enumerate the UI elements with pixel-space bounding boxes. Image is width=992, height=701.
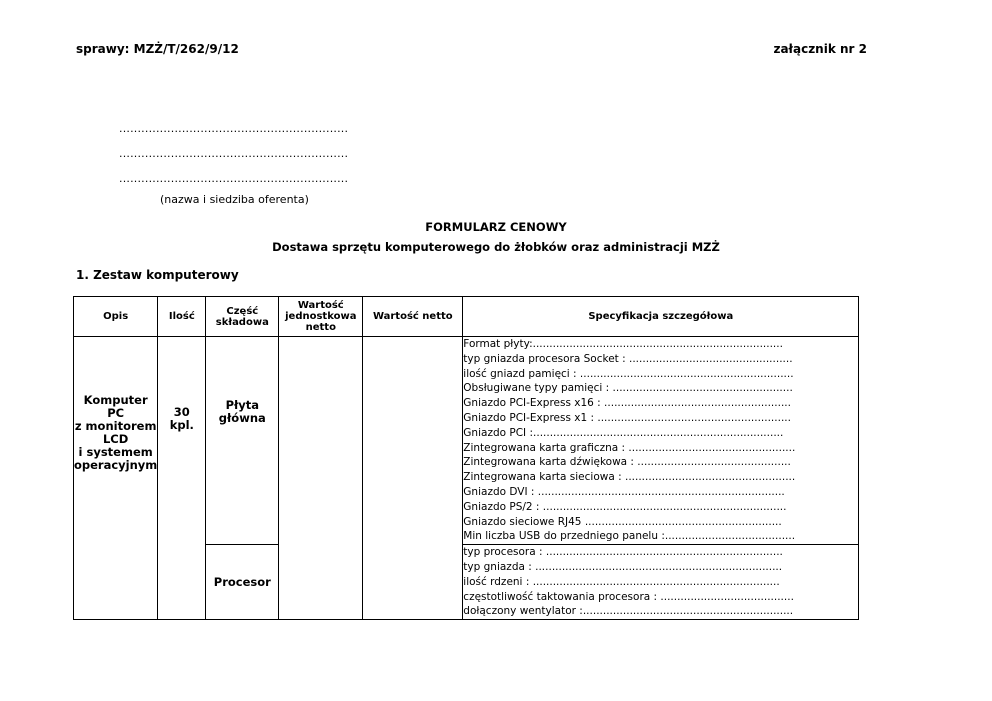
header-opis: Opis xyxy=(74,297,158,337)
component-name-line: główna xyxy=(218,410,266,425)
price-table xyxy=(73,296,859,620)
case-reference: sprawy: MZŻ/T/262/9/12 xyxy=(76,42,239,56)
item-description xyxy=(74,337,158,620)
quantity-value: 30 xyxy=(173,405,190,420)
spec-line: Gniazdo PS/2 : ......................................................................... xyxy=(463,500,787,513)
item-description-line: i systemem xyxy=(78,445,153,460)
spec-line: typ procesora : ....................................................................... xyxy=(463,546,783,559)
spec-line: Format płyty:........................................................................... xyxy=(463,338,783,350)
form-subtitle: Dostawa sprzętu komputerowego do żłobków oraz administracji MZŻ xyxy=(272,240,720,254)
component-name xyxy=(206,337,279,545)
component-name xyxy=(206,545,279,620)
unit-value-cell[interactable] xyxy=(279,337,363,620)
table-header-row xyxy=(74,297,859,337)
spec-line: ilość rdzeni : .......................................................................... xyxy=(463,575,780,588)
spacer xyxy=(158,432,205,550)
header-wartosc-netto: Wartość netto xyxy=(363,297,463,337)
bidder-line-2: .............................................................. xyxy=(119,147,349,160)
item-description-line: Komputer xyxy=(83,393,148,408)
spec-line: Gniazdo PCI-Express x16 : ........................................................ xyxy=(463,397,791,410)
header-ilosc: Ilość xyxy=(158,297,206,337)
spec-line: Gniazdo PCI-Express x1 : .......................................................... xyxy=(463,411,791,424)
spec-line: Gniazdo DVI : .......................................................................... xyxy=(463,485,785,498)
header-specyfikacja: Specyfikacja szczegółowa xyxy=(463,297,859,337)
spec-line: Gniazdo PCI :........................................................................... xyxy=(463,426,784,439)
spec-line: Gniazdo sieciowe RJ45 ........................................................... xyxy=(463,515,782,528)
spec-line: typ gniazda procesora Socket : ................................................. xyxy=(463,352,793,365)
spec-line: Zintegrowana karta dźwiękowa : .............................................. xyxy=(463,456,791,469)
spec-line: ilość gniazd pamięci : ................................................................ xyxy=(463,367,794,380)
attachment-label: załącznik nr 2 xyxy=(773,42,867,56)
component-spec xyxy=(463,545,859,620)
component-name-line: Procesor xyxy=(213,574,271,589)
item-quantity xyxy=(158,337,206,620)
quantity-unit: kpl. xyxy=(169,418,194,433)
item-description-line: PC xyxy=(107,406,125,421)
spacer xyxy=(206,425,278,483)
bidder-line-3: .............................................................. xyxy=(119,172,349,185)
bidder-caption: (nazwa i siedziba oferenta) xyxy=(160,193,309,206)
header-czesc-skladowa: Część składowa xyxy=(206,297,279,337)
component-spec xyxy=(463,337,859,545)
spacer xyxy=(74,472,157,562)
spec-line: dołączony wentylator :............................................................... xyxy=(463,605,794,618)
section-heading: 1. Zestaw komputerowy xyxy=(76,268,239,282)
spec-line: częstotliwość taktowania procesora : ........................................ xyxy=(463,590,794,603)
item-description-line: LCD xyxy=(102,432,129,447)
spec-line: Zintegrowana karta sieciowa : ................................................... xyxy=(463,471,796,484)
spec-line: typ gniazda : .......................................................................... xyxy=(463,560,783,573)
spec-line: Obsługiwane typy pamięci : ...................................................... xyxy=(463,382,793,395)
net-value-cell[interactable] xyxy=(363,337,463,620)
spec-line: Min liczba USB do przedniego panelu :....................................... xyxy=(463,530,796,543)
component-name-line: Płyta xyxy=(225,397,260,412)
item-description-line: operacyjnym xyxy=(74,458,158,473)
header-wartosc-jednostkowa: Wartość jednostkowa netto xyxy=(279,297,363,337)
table-row xyxy=(74,337,859,545)
bidder-line-1: .............................................................. xyxy=(119,122,349,135)
form-title: FORMULARZ CENOWY xyxy=(425,220,567,234)
spec-line: Zintegrowana karta graficzna : .................................................. xyxy=(463,441,796,454)
item-description-line: z monitorem xyxy=(74,419,157,434)
